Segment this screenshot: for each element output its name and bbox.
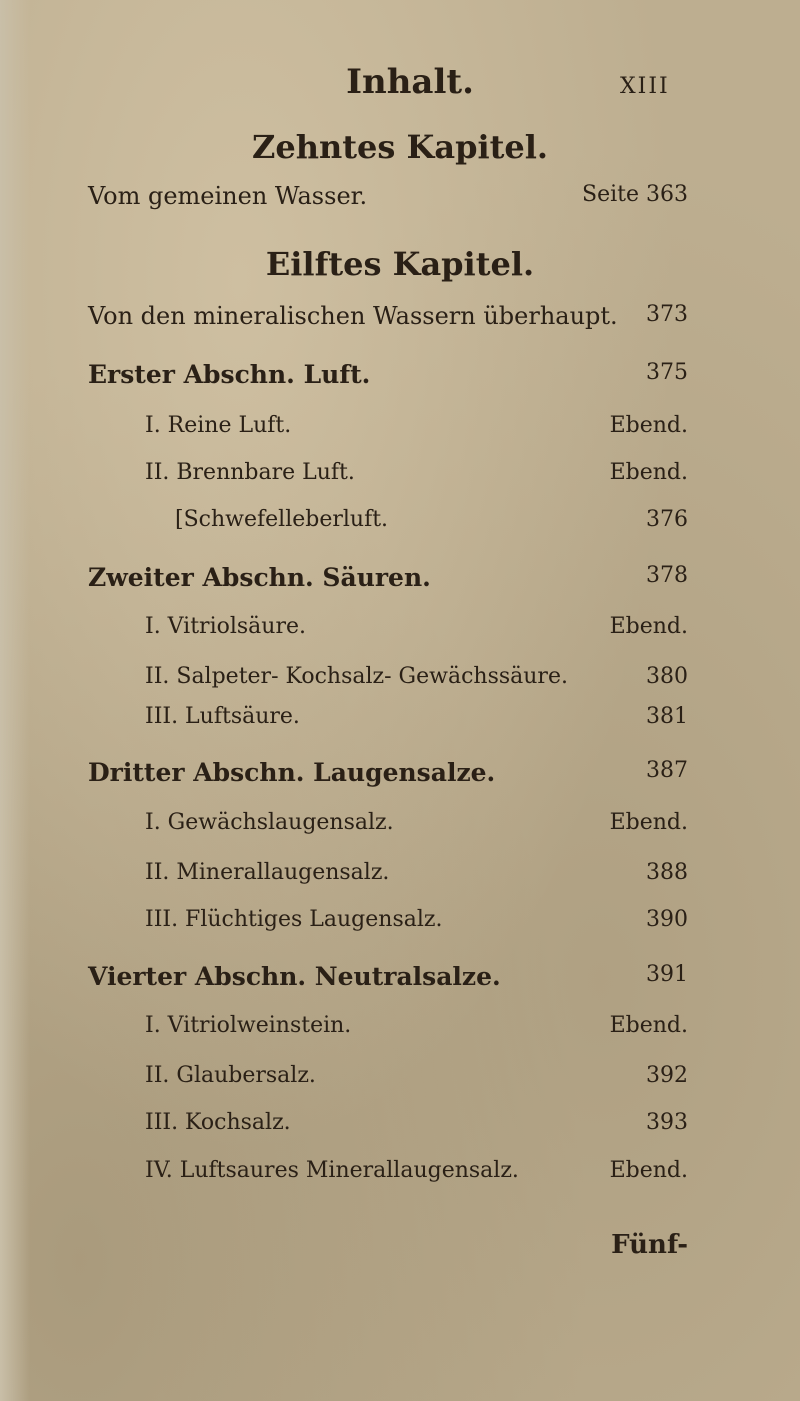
toc-entry-page: Ebend.: [609, 810, 688, 835]
toc-entry: [0, 1063, 800, 1099]
toc-section-entry: [0, 360, 800, 396]
catchword: Fünf-: [611, 1230, 688, 1260]
toc-entry-page: 375: [646, 360, 688, 385]
chapter-heading-10: Zehntes Kapitel.: [251, 128, 549, 166]
running-title: Inhalt.: [346, 62, 474, 102]
toc-section-entry: [0, 758, 800, 794]
toc-entry: [0, 460, 800, 496]
toc-entry-label: II. Glaubersalz.: [145, 1063, 316, 1088]
toc-entry: [0, 1158, 800, 1194]
running-head: [0, 58, 800, 108]
toc-entry-label: Vierter Abschn. Neutralsalze.: [88, 962, 501, 991]
toc-entry-page: 388: [646, 860, 688, 885]
toc-entry: [0, 614, 800, 650]
toc-entry: [0, 1110, 800, 1146]
toc-entry-page: 393: [646, 1110, 688, 1135]
toc-entry-page: Ebend.: [609, 614, 688, 639]
toc-entry-label: III. Luftsäure.: [145, 704, 300, 729]
toc-entry-page: 390: [646, 907, 688, 932]
toc-entry-page: 380: [646, 664, 688, 689]
toc-entry: [0, 664, 800, 700]
chapter-heading-11: Eilftes Kapitel.: [265, 245, 535, 283]
toc-entry-label: III. Kochsalz.: [145, 1110, 291, 1135]
toc-entry-page: Ebend.: [609, 413, 688, 438]
toc-entry: [0, 182, 800, 218]
toc-entry-label: IV. Luftsaures Minerallaugensalz.: [145, 1158, 519, 1183]
toc-entry-label: Von den mineralischen Wassern überhaupt.: [88, 302, 618, 330]
toc-entry-label: Zweiter Abschn. Säuren.: [88, 563, 431, 592]
toc-entry-page: Ebend.: [609, 1013, 688, 1038]
toc-entry-label: I. Vitriolweinstein.: [145, 1013, 352, 1038]
toc-entry-page: 378: [646, 563, 688, 588]
toc-entry: [0, 907, 800, 943]
toc-entry-page: Seite 363: [582, 182, 688, 207]
toc-entry-page: Ebend.: [609, 1158, 688, 1183]
toc-entry-label: [Schwefelleberluft.: [175, 507, 389, 532]
toc-entry-label: I. Gewächslaugensalz.: [145, 810, 394, 835]
toc-entry: [0, 860, 800, 896]
toc-entry-label: I. Reine Luft.: [145, 413, 292, 438]
toc-entry: [0, 302, 800, 338]
toc-section-entry: [0, 563, 800, 599]
toc-entry-label: Dritter Abschn. Laugensalze.: [88, 758, 496, 787]
toc-entry-page: 376: [646, 507, 688, 532]
toc-entry: [0, 413, 800, 449]
page-number: XIII: [620, 74, 670, 99]
toc-entry: [0, 810, 800, 846]
toc-section-entry: [0, 962, 800, 998]
toc-entry-label: Vom gemeinen Wasser.: [88, 182, 368, 210]
toc-entry-label: Erster Abschn. Luft.: [88, 360, 371, 389]
toc-entry-page: 392: [646, 1063, 688, 1088]
toc-entry-label: II. Salpeter- Kochsalz- Gewächssäure.: [145, 664, 568, 689]
toc-entry-label: I. Vitriolsäure.: [145, 614, 306, 639]
toc-entry: [0, 507, 800, 543]
toc-entry: [0, 1013, 800, 1049]
toc-entry-page: Ebend.: [609, 460, 688, 485]
toc-entry: [0, 704, 800, 740]
toc-entry-page: 373: [646, 302, 688, 327]
toc-entry-label: II. Minerallaugensalz.: [145, 860, 390, 885]
toc-entry-page: 387: [646, 758, 688, 783]
toc-entry-page: 391: [646, 962, 688, 987]
toc-entry-label: II. Brennbare Luft.: [145, 460, 355, 485]
toc-entry-label: III. Flüchtiges Laugensalz.: [145, 907, 443, 932]
toc-entry-page: 381: [646, 704, 688, 729]
